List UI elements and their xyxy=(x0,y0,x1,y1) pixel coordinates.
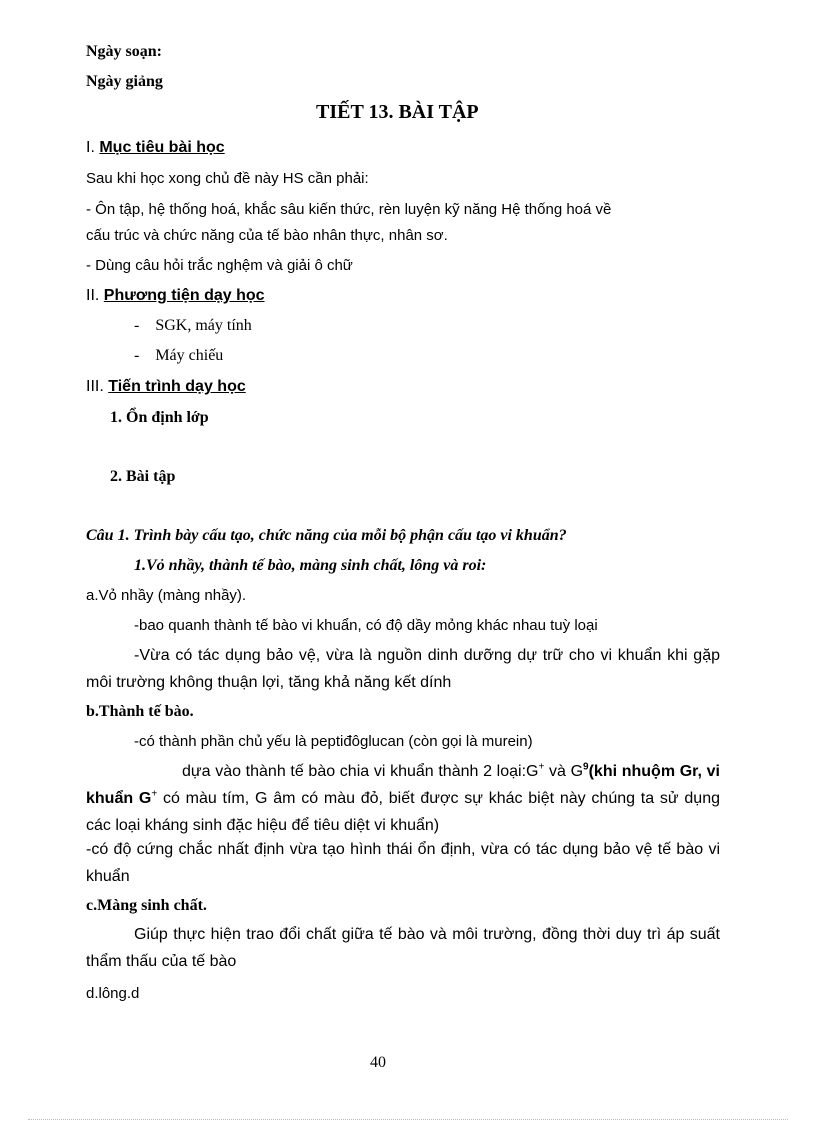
section-1-line-2: cấu trúc và chức năng của tế bào nhân thực, nhân sơ. xyxy=(86,227,448,244)
list-item: - SGK, máy tính xyxy=(134,317,252,334)
part-a-label: a.Vỏ nhầy (màng nhầy). xyxy=(86,587,247,604)
part-b-text-c: (khi nhuộm Gr, vi khuẩn G xyxy=(86,763,720,807)
step-2: 2. Bài tập xyxy=(110,468,176,485)
page-number: 40 xyxy=(370,1054,386,1071)
superscript-plus: + xyxy=(151,788,158,800)
part-a-paragraph-2: -Vừa có tác dụng bảo vệ, vừa là nguồn dinh dưỡng dự trữ cho vi khuẩn khi gặp môi trường không thuận lợi, tăng khả năng kết dính xyxy=(86,647,720,691)
part-a-paragraph-1: -bao quanh thành tế bào vi khuẩn, có độ dầy mỏng khác nhau tuỳ loại xyxy=(134,617,598,634)
list-item: - Máy chiếu xyxy=(134,347,224,364)
part-b-paragraph-3: -có độ cứng chắc nhất định vừa tạo hình thái ổn định, vừa có tác dụng bảo vệ tế bào vi khuẩn xyxy=(86,841,720,885)
list-item-text: SGK, máy tính xyxy=(155,317,252,334)
part-b-text-b: và G xyxy=(544,763,584,780)
part-b-text-d: có màu tím, G âm có màu đỏ, biết được sự khác biệt này chúng ta sử dụng các loại kháng sinh đặc hiệu để tiêu diệt vi khuẩn) xyxy=(86,790,720,834)
ngay-giang-label: Ngày giảng xyxy=(86,73,163,90)
section-2-title: Phương tiện dạy học xyxy=(103,287,265,304)
section-1-title: Mục tiêu bài học xyxy=(99,139,225,156)
question-1: Câu 1. Trình bày cấu tạo, chức năng của mỗi bộ phận cấu tạo vi khuẩn? xyxy=(86,527,567,544)
section-3-number: III. xyxy=(86,378,104,395)
part-b-paragraph-1: -có thành phần chủ yếu là peptiđôglucan (còn gọi là murein) xyxy=(134,733,533,750)
page-bottom-border xyxy=(28,1119,788,1120)
section-2-heading xyxy=(86,286,265,306)
section-3-heading xyxy=(86,377,246,397)
part-b-label: b.Thành tế bào. xyxy=(86,703,194,720)
part-b-text-a: dựa vào thành tế bào chia vi khuẩn thành 2 loại:G xyxy=(182,763,539,780)
section-1-number: I. xyxy=(86,139,95,156)
superscript-9: 9 xyxy=(583,761,589,773)
section-2-number: II. xyxy=(86,287,100,304)
part-c-paragraph-1: Giúp thực hiện trao đổi chất giữa tế bào và môi trường, đồng thời duy trì áp suất thẩm thấu của tế bào xyxy=(86,926,720,970)
section-1-line-1: - Ôn tập, hệ thống hoá, khắc sâu kiến thức, rèn luyện kỹ năng Hệ thống hoá về xyxy=(86,201,612,218)
section-3-title: Tiến trình dạy học xyxy=(108,378,246,395)
part-b-paragraph-2 xyxy=(86,758,720,839)
section-1-heading xyxy=(86,138,225,158)
step-1: 1. Ổn định lớp xyxy=(110,409,209,426)
list-item-text: Máy chiếu xyxy=(155,347,224,364)
superscript-plus: + xyxy=(538,761,545,773)
section-1-line-3: - Dùng câu hỏi trắc nghệm và giải ô chữ xyxy=(86,257,353,274)
subheading-1: 1.Vỏ nhầy, thành tế bào, màng sinh chất, lông và roi: xyxy=(134,557,487,574)
part-d-label: d.lông.d xyxy=(86,985,140,1002)
part-c-label: c.Màng sinh chất. xyxy=(86,897,207,914)
page-title: TIẾT 13. BÀI TẬP xyxy=(316,101,479,123)
section-1-intro: Sau khi học xong chủ đề này HS cần phải: xyxy=(86,170,369,187)
ngay-soan-label: Ngày soạn: xyxy=(86,43,163,60)
